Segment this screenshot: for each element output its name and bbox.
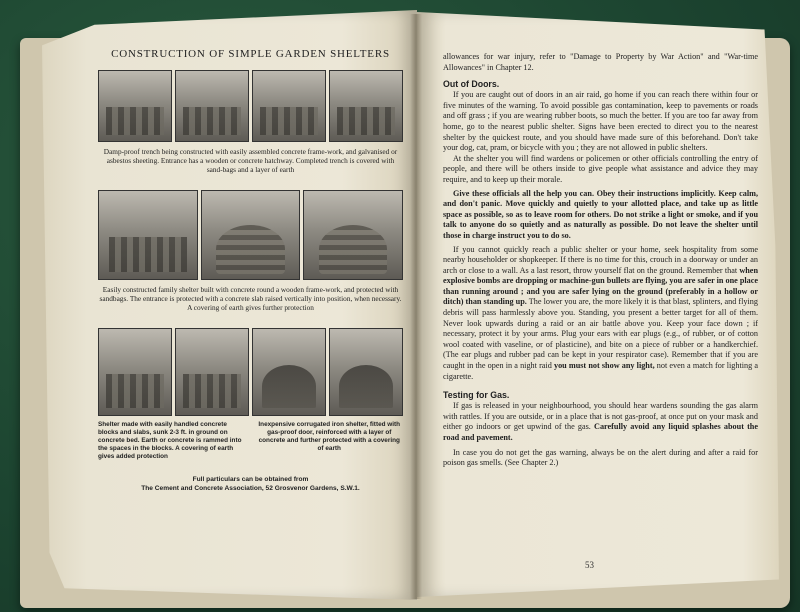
trench-photo-2 — [175, 70, 249, 142]
trench-photo-1 — [98, 70, 172, 142]
intro-text: allowances for war injury, refer to "Damage to Property by War Action" and "War-time Allowances" in Chapter 12. — [443, 52, 758, 72]
page-number: 53 — [585, 560, 594, 570]
trench-photo-4 — [329, 70, 403, 142]
photo-row-1 — [98, 70, 403, 142]
family-shelter-photo-3 — [303, 190, 403, 280]
paragraph-4-bold: when explosive bombs are dropping or machine-gun bullets are flying, you are safer in one place than running around ; and you are safer lying on the ground (preferably in a hollow or ditch) than standing up. — [443, 265, 759, 307]
block-shelter-photo-1 — [98, 328, 172, 416]
block-shelter-photo-2 — [175, 328, 249, 416]
caption-iron-shelter: Inexpensive corrugated iron shelter, fitted with gas-proof door, reinforced with a layer of concrete and further protected with a covering of earth — [258, 421, 401, 452]
footnote-line-2: The Cement and Concrete Association, 52 Grosvenor Gardens, S.W.1. — [141, 485, 360, 492]
section-out-of-doors: Out of Doors. — [443, 79, 500, 90]
paragraph-2: At the shelter you will find wardens or policemen or other officials controlling the entry of people, and there will be others inside to give people what assistance and advice they may require, and to keep up their morale. — [443, 153, 758, 184]
paragraph-6: In case you do not get the gas warning, always be on the alert during and after a raid for poison gas smells. (See Chapter 2.) — [443, 447, 758, 468]
caption-block-shelter: Shelter made with easily handled concrete blocks and slabs, sunk 2-3 ft. in ground on concrete bed. Earth or concrete is rammed into the spaces in the blocks. A covering of earth gives added protection — [98, 421, 242, 460]
paragraph-4-start: If you cannot quickly reach a public shelter or your home, seek hospitality from some nearby householder or shopkeeper. If there is no time for this, crouch in a doorway or under an arch or close to a wall. As a last resort, throw yourself flat on the ground. Remember that — [443, 244, 758, 275]
section-testing-for-gas: Testing for Gas. — [443, 390, 510, 401]
paragraph-4-bold-2: you must not show any light, — [553, 361, 655, 371]
paragraph-3: Give these officials all the help you can. Obey their instructions implicitly. Keep calm, and don't panic. Move quickly and quietly to your allotted place, and take up as little space as possible, so as to leave room for others. Do not strike a light or smoke, and if you talk to anyone do so quietly and as naturally as possible. Do not leave the shelter until those in charge instruct you to do so. — [443, 188, 758, 240]
paragraph-4 — [443, 245, 758, 383]
paragraph-4-end: The lower you are, the more likely it is that blast, splinters, and flying debris will pass harmlessly above you. Standing, you present a better target for all of them. Never look upwards during a raid or an air battle above you. Keep your face down ; if necessary, protect it by your arms. Plug your ears with ear plugs (e.g., of rubber, or of cotton wool coated with vaseline, or of plasticine), and bite on a piece of rubber or a handkerchief. (The ear plugs and rubber pad can be kept in your respirator case). Remember that if you are caught in the open in a night raid — [443, 297, 758, 371]
trench-photo-3 — [252, 70, 326, 142]
footnote — [98, 475, 403, 493]
caption-family-shelter: Easily constructed family shelter built with concrete round a wooden frame-work, and protected with sandbags. The entrance is protected with a concrete slab raised vertically into position, when necessary. A covering of earth gives further protection — [99, 285, 402, 312]
page-heading: CONSTRUCTION OF SIMPLE GARDEN SHELTERS — [111, 48, 390, 60]
paragraph-5-bold: Carefully avoid any liquid splashes about the road and pavement. — [443, 422, 758, 442]
paragraph-4-tail: not even a match for lighting a cigarette. — [443, 361, 758, 381]
photo-row-3 — [98, 328, 403, 416]
book-gutter — [410, 14, 422, 599]
iron-shelter-photo-2 — [329, 328, 403, 416]
iron-shelter-photo-1 — [252, 328, 326, 416]
paragraph-5-start: If gas is released in your neighbourhood, you should hear wardens sounding the gas alarm with rattles. If you are outside, or in a place that is not gas-proof, at once put on your mask and either go indoors or get upwind of the gas. — [443, 401, 758, 432]
family-shelter-photo-2 — [201, 190, 301, 280]
left-page-content — [98, 48, 403, 493]
caption-trench: Damp-proof trench being constructed with easily assembled concrete frame-work, and galvanised or asbestos sheeting. Entrance has a wooden or concrete hatchway. Completed trench is covered with sand-bags and a layer of earth — [103, 147, 398, 174]
family-shelter-photo-1 — [98, 190, 198, 280]
photo-row-2 — [98, 190, 403, 280]
footnote-line-1: Full particulars can be obtained from — [192, 476, 309, 483]
right-page-content — [443, 52, 758, 469]
paragraph-1: If you are caught out of doors in an air raid, go home if you can reach there within four or five minutes of the warning. To avoid possible gas contamination, keep to pavements or roads and off grass ; if you are wearing rubber boots, so much the better. If you are too far away from home, go to the nearest public shelter. Signs have been erected to direct you to the nearest shelter by the quickest route, and you should have made sure of this beforehand. Don't take your dog, cat, pram, or bicycle with you ; they are not allowed in public shelters. — [443, 90, 758, 153]
caption-pair — [98, 421, 403, 461]
paragraph-5 — [443, 401, 758, 443]
